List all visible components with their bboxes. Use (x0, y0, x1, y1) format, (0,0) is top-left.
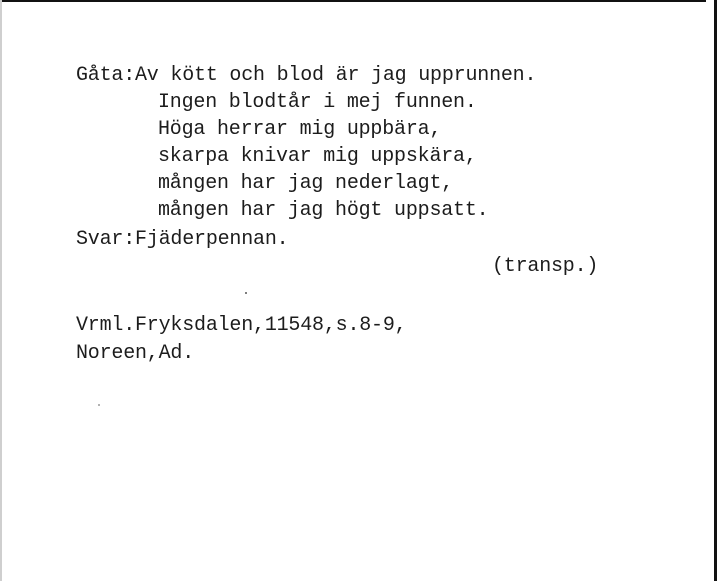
answer-line: Svar:Fjäderpennan. (76, 228, 289, 251)
riddle-line-5: mången har jag nederlagt, (158, 172, 454, 195)
collector-name: Noreen,Ad. (76, 342, 195, 365)
transcription-note: (transp.) (492, 255, 599, 278)
ink-speck (98, 404, 100, 406)
card-right-edge (714, 0, 717, 581)
riddle-line-3: Höga herrar mig uppbära, (158, 118, 442, 141)
ink-speck (245, 292, 247, 294)
source-reference: Vrml.Fryksdalen,11548,s.8-9, (76, 314, 407, 337)
riddle-line-1: Gåta:Av kött och blod är jag upprunnen. (76, 64, 537, 87)
riddle-line-2: Ingen blodtår i mej funnen. (158, 91, 477, 114)
riddle-line-6: mången har jag högt uppsatt. (158, 199, 489, 222)
card-top-edge (0, 0, 706, 2)
riddle-line-4: skarpa knivar mig uppskära, (158, 145, 477, 168)
card-left-edge (0, 0, 2, 581)
